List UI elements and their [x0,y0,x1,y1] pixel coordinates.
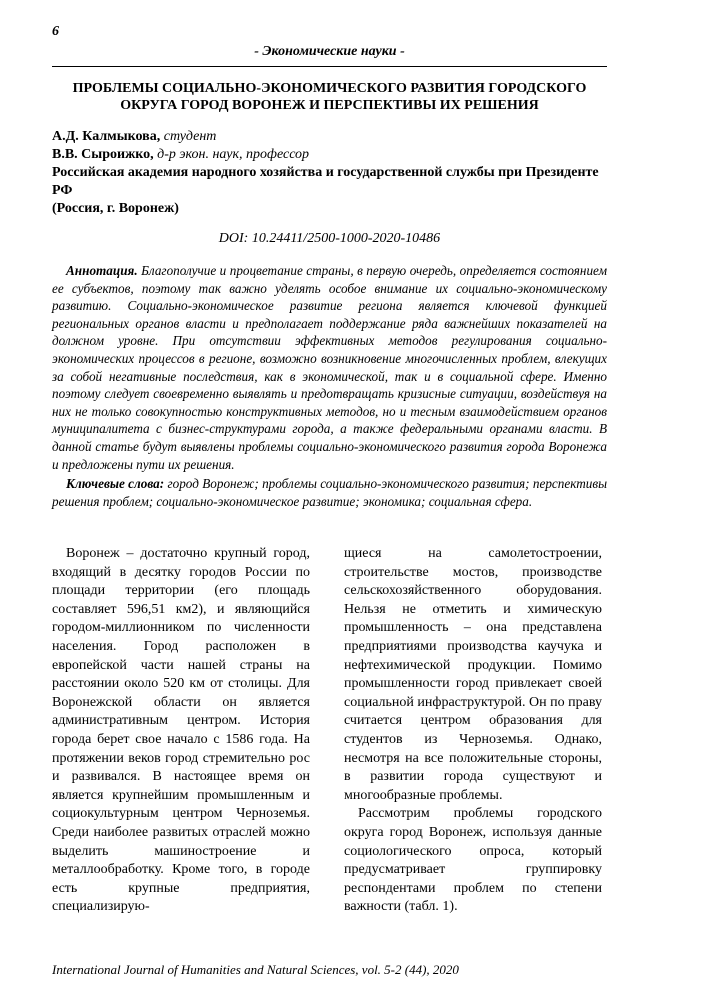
body-paragraph: Воронеж – достаточно крупный город, входящий в десятку городов России по площади территории (его площадь составляет 596,51 км2), и являющийся городом-миллионником по численности населения. Город расположен в европейской части нашей страны на расстоянии около 520 км от столицы. Для Воронежской области он является административным центром. История города берет свое начало с 1586 года. На протяжении веков город стремительно рос и развивался. В настоящее время он является крупнейшим промышленным и социокультурным центром Черноземья. Среди наиболее развитых отраслей можно выделить машиностроение и металлообработку. Кроме того, в городе есть крупные предприятия, специализирую- [52,546,310,915]
abstract [52,262,607,473]
author-block [52,128,607,218]
author-line [52,146,607,164]
body-paragraph: Рассмотрим проблемы городского округа город Воронеж, используя данные социологического опроса, который предусматривает группировку респондентами проблем по степени важности (табл. 1). [344,806,602,915]
body-column-right [344,545,602,917]
journal-footer: International Journal of Humanities and Natural Sciences, vol. 5-2 (44), 2020 [52,962,459,977]
author-name: А.Д. Калмыкова, [52,129,161,144]
abstract-label: Аннотация. [66,263,138,278]
page-number: 6 [52,24,59,39]
body-paragraph: щиеся на самолетостроении, строительстве мостов, производстве сельскохозяйственного оборудования. Нельзя не отметить и химическую промышленность – она представлена предприятиями производства каучука и нефтехимической продукции. Помимо промышленности город привлекает своей социальной инфраструктурой. Он по праву считается центром образования для студентов из Черноземья. Однако, несмотря на все положительные стороны, в развитии города существуют и многообразные проблемы. [344,546,602,803]
keywords-text: город Воронеж; проблемы социально-экономического развития; перспективы решения проблем; социально-экономическое развитие; экономика; социальная сфера. [52,476,607,509]
header-divider [52,66,607,67]
body-column-left [52,545,310,917]
location: (Россия, г. Воронеж) [52,201,179,216]
author-role: студент [160,129,217,144]
abstract-text: Благополучие и процветание страны, в первую очередь, определяется состоянием ее субъектов, поэтому так важно уделять особое внимание их социально-экономическому развитию. Социально-экономическое развитие региона является ключевой функцией региональных органов власти и предполагает поддержание ряда важнейших показателей на должном уровне. При отсутствии эффективных методов регулирования социально-экономических процессов в регионе, возможно возникновение многочисленных проблем, влекущих за собой негативные последствия, как в экономической, так и в социальной сфере. Именно поэтому следует своевременно выявлять и предотвращать кризисные ситуации, воздействуя на них не только совокупностью конструктивных методов, но и тесным взаимодействием органов муниципалитета с бизнес-структурами города, а также федеральными органами власти. В данной статье будут выявлены проблемы социально-экономического развития города Воронежа и предложены пути их решения. [52,263,607,472]
article-title: ПРОБЛЕМЫ СОЦИАЛЬНО-ЭКОНОМИЧЕСКОГО РАЗВИТИЯ ГОРОДСКОГО ОКРУГА ГОРОД ВОРОНЕЖ И ПЕРСПЕКТИВЫ ИХ РЕШЕНИЯ [72,81,587,113]
author-name: В.В. Сыроижко, [52,147,154,162]
affiliation: Российская академия народного хозяйства и государственной службы при Президенте РФ [52,165,599,198]
doi: DOI: 10.24411/2500-1000-2020-10486 [218,231,441,246]
author-line [52,128,607,146]
keywords [52,475,607,510]
keywords-label: Ключевые слова: [66,476,165,491]
section-heading: - Экономические науки - [254,44,405,59]
author-role: д-р экон. наук, профессор [153,147,310,162]
